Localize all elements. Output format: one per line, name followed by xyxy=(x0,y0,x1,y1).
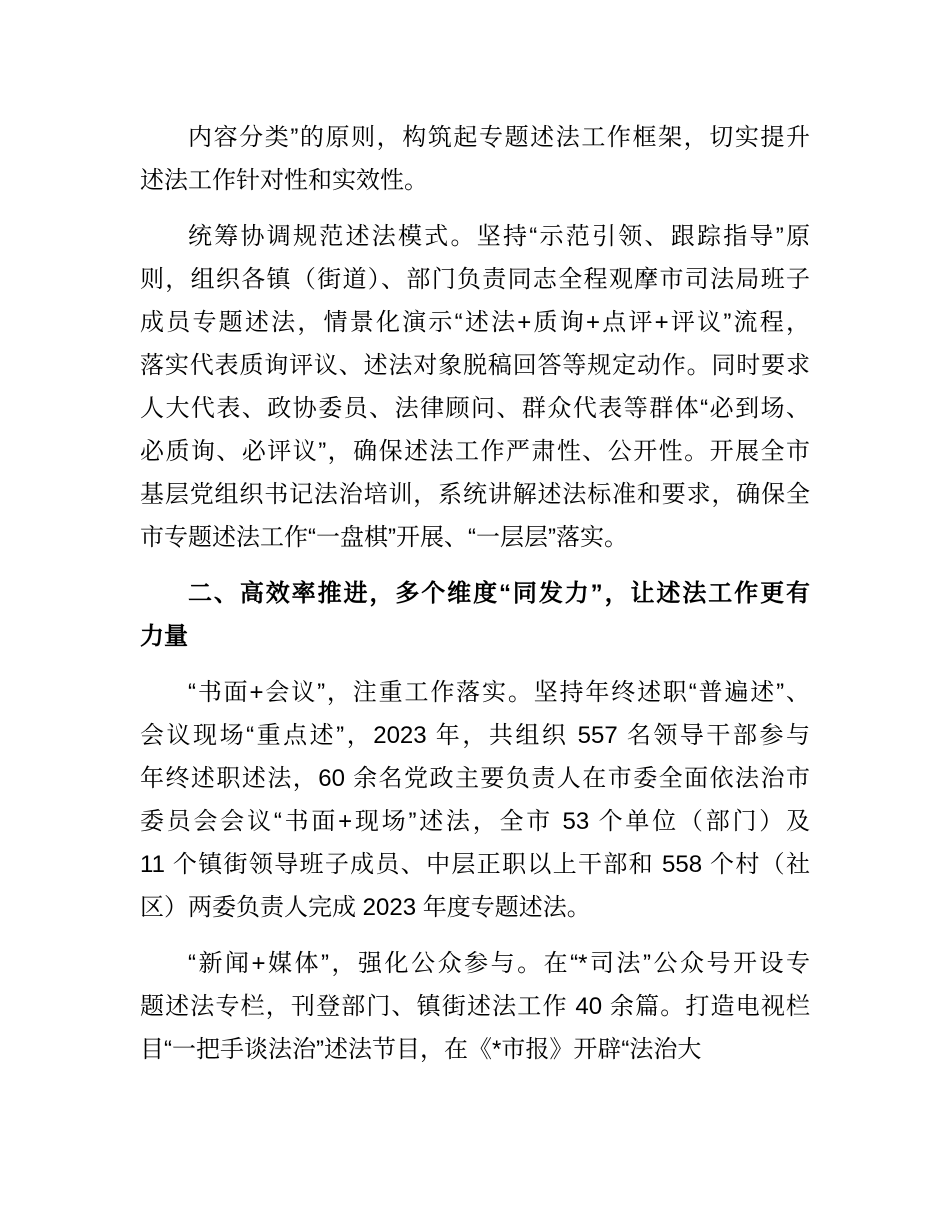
paragraph xyxy=(140,671,810,929)
text-line: 目“一把手谈法治”述法节目，在《*市报》开辟“法治大 xyxy=(140,1036,702,1063)
text-line: 题述法专栏，刊登部门、镇街述法工作 40 余篇。打造电视栏 xyxy=(140,993,810,1020)
text-line: 会议现场“重点述”，2023 年，共组织 557 名领导干部参与 xyxy=(140,722,810,749)
paragraph xyxy=(140,215,810,559)
text-line: 必质询、必评议”，确保述法工作严肃性、公开性。开展全市 xyxy=(140,438,810,465)
text-line: 述法工作针对性和实效性。 xyxy=(140,167,428,194)
text-line: 市专题述法工作“一盘棋”开展、“一层层”落实。 xyxy=(140,524,628,551)
text-line: 成员专题述法，情景化演示“述法+质询+点评+评议”流程， xyxy=(140,309,810,336)
section-heading xyxy=(140,572,810,658)
text-line: 内容分类”的原则，构筑起专题述法工作框架，切实提升 xyxy=(188,124,810,151)
text-line: 力量 xyxy=(140,623,188,650)
text-line: 则，组织各镇（街道）、部门负责同志全程观摩市司法局班子 xyxy=(140,266,810,293)
text-line: 落实代表质询评议、述法对象脱稿回答等规定动作。同时要求 xyxy=(140,352,810,379)
text-line: 年终述职述法，60 余名党政主要负责人在市委全面依法治市 xyxy=(140,765,810,792)
text-line: “书面+会议”，注重工作落实。坚持年终述职“普遍述”、 xyxy=(188,679,810,706)
paragraph xyxy=(140,942,810,1071)
text-line: 11 个镇街领导班子成员、中层正职以上干部和 558 个村（社 xyxy=(140,851,810,878)
text-line: 统筹协调规范述法模式。坚持“示范引领、跟踪指导”原 xyxy=(188,223,810,250)
text-line: 人大代表、政协委员、法律顾问、群众代表等群体“必到场、 xyxy=(140,395,810,422)
text-line: “新闻+媒体”，强化公众参与。在“*司法”公众号开设专 xyxy=(188,950,810,977)
text-line: 二、高效率推进，多个维度“同发力”，让述法工作更有 xyxy=(188,580,810,607)
text-line: 区）两委负责人完成 2023 年度专题述法。 xyxy=(140,894,591,921)
text-line: 委员会会议“书面+现场”述法，全市 53 个单位（部门）及 xyxy=(140,808,810,835)
text-line: 基层党组织书记法治培训，系统讲解述法标准和要求，确保全 xyxy=(140,481,810,508)
paragraph xyxy=(140,116,810,202)
